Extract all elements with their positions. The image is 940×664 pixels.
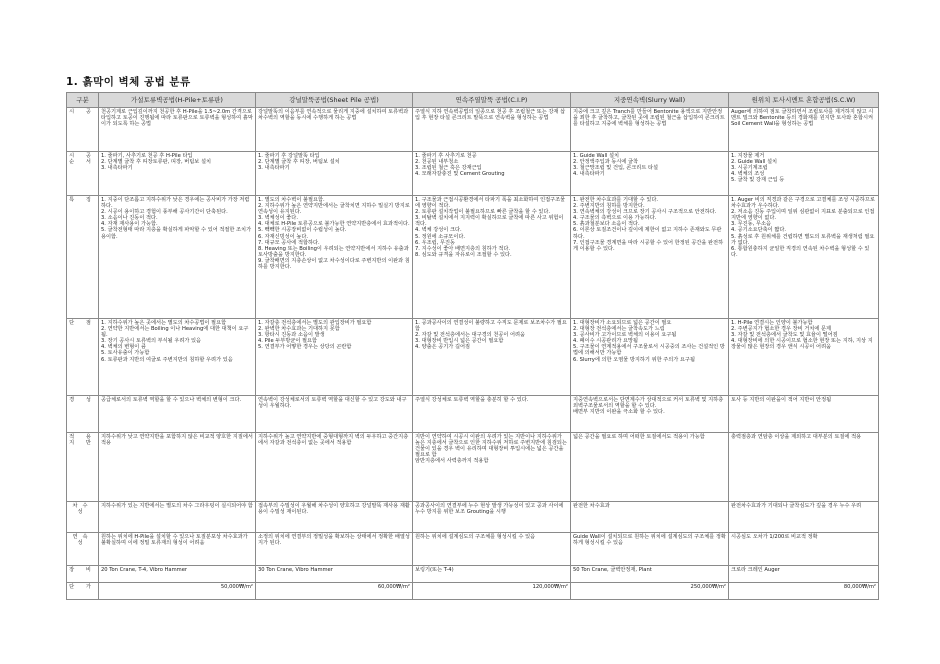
cell-line: 원하는 위치에 설계심도의 구조체를 형성시킬 수 있음 — [415, 534, 536, 540]
row-label-text: 특 징 — [69, 197, 96, 203]
cell-sequence-hpile — [99, 152, 256, 196]
cell-overview-slurry-wall — [571, 108, 729, 152]
cell-line: 9. 굴착배면의 지층손상이 없고 차수성이다로 주변지반의 이완과 침하를 방지한다. — [258, 257, 410, 271]
cell-line: 보링기(또는 T-4) — [415, 567, 454, 573]
row-label-text: 시 공 — [69, 109, 96, 115]
cell-line: 5. 토사유출이 가능함 — [101, 350, 150, 357]
cell-line: 6. 이론상 토질조건이나 깊이에 제한이 없고 지하수 존재와도 무관하다. — [573, 227, 722, 240]
header-corner: 구분 — [67, 93, 99, 108]
row-label-contin — [67, 533, 99, 566]
cell-econ-cip — [413, 396, 571, 433]
cell-line: 7. 대규모 공사에 적합하다. — [258, 239, 320, 246]
cell-line: 크로라 크레인 Auger — [731, 567, 780, 573]
cell-line: 3. 연속벽체의 강성이 크므로 장기 공사시 구조적으로 안전하다. — [573, 209, 717, 216]
cell-features-slurry-wall — [571, 196, 729, 319]
row-label-water — [67, 502, 99, 533]
row-label-overview — [67, 108, 99, 152]
cell-features-cip — [413, 196, 571, 319]
row-cons — [67, 319, 879, 396]
cell-line: 2. 연약한 지반에서는 Boiling 이나 Heaving에 대한 대책이 요구됨. — [101, 326, 249, 339]
row-water — [67, 502, 879, 533]
cell-line: 7. 지수성이 좋아 배면지층의 침하가 적다. — [415, 245, 511, 252]
cell-line: 3. 시공기계조립 — [731, 165, 768, 172]
cell-line: 50,000₩/m² — [220, 584, 253, 590]
cell-line: 2. 대형장 전석층에서는 굴착속도가 느림 — [573, 326, 665, 333]
cell-line: 3. 내측타파기 — [101, 165, 133, 172]
cell-line: 2. 천공된 내부청소 — [415, 159, 459, 166]
cell-line: 완전한 차수효과 — [573, 503, 610, 509]
cell-line: 4. 대형장비에 의한 시공이므로 협소한 현장 또는 지하, 지상 지장물이 많은 현장의 경우 앤식 시공이 어려움 — [731, 338, 873, 351]
cell-line: 넓은 공간을 필요로 하며 어떠한 토질에서도 적용이 가능함 — [573, 434, 705, 440]
cell-line: 1. 공과공사이의 연결성이 불량하고 수직도 문제로 보조차수가 필요함 — [415, 320, 567, 333]
cell-price-slurry-wall — [571, 583, 729, 600]
cell-line: 250,000₩/m² — [690, 584, 726, 590]
cell-features-hpile — [99, 196, 256, 319]
row-sequence — [67, 152, 879, 196]
cell-line: 원하는 위치에 H-Pile을 설치할 수 있으나 토질분포상 차수효과가 불확실하며 이에 정밀 토류재의 형성이 어려움 — [101, 534, 248, 547]
cell-line: 지중에 크고 깊은 Tranch를 만들어 Bentonite 용액으로 지반안정을 꾀한 후 굴착하고, 굴착된 곳에 조립된 철근을 삽입하여 콘크리트를 타설하고 지중에 벽체를 형성하는 공법 — [573, 109, 725, 128]
row-label-equip — [67, 566, 99, 583]
cell-sequence-cip — [413, 152, 571, 196]
cell-line: 천공기계로 근입깊이까지 천공한 후 H-Pile을 1.5~2.0m 간격으로 타입하고 토공이 진행됨에 따라 토류판으로 토류벽을 형성하여 흙막이가 되도록 하는 공법 — [101, 109, 253, 128]
cell-line: 4. 구조물의 측벽으로 이용 가능하다. — [573, 215, 657, 222]
cell-line: 3. 철근망조립 및 건입, 콘크리트 타설 — [573, 165, 658, 172]
cell-line: 2. Guide Wall 설치 — [731, 159, 778, 166]
cell-sequence-sheetpile — [256, 152, 413, 196]
cell-line: 주열식 강성체로 토류벽 역할을 충분히 할 수 있다. — [415, 397, 529, 403]
cell-applic-hpile — [99, 433, 256, 502]
cell-line: 3. 소음이나 진동이 적다. — [101, 215, 158, 222]
cell-applic-scw — [729, 433, 879, 502]
cell-line: 20 Ton Crane, T-4, Vibro Hammer — [101, 567, 188, 573]
cell-line: 토사 등 지반의 이완을이 적어 지반이 안정됨 — [731, 397, 832, 403]
cell-price-scw — [729, 583, 879, 600]
cell-features-scw — [729, 196, 879, 319]
cell-line: 4. 대체로 H-Pile 토류공으로 불가능한 연약지반층에서 효과적이다. — [258, 221, 410, 228]
cell-line: 5. 흙과철분보다 소음이 적다. — [573, 221, 640, 228]
cell-line: 4. 모래자갈충진 및 Cement Grouting — [415, 171, 505, 178]
cell-line: 60,000₩/m² — [377, 584, 410, 590]
cell-line: 5. 굴착 및 강재 근입 등 — [731, 177, 785, 184]
header-method-hpile: 가설토류벽공법(H-Pile+토류판) — [99, 93, 256, 108]
cell-line: 2. 완벽한 차수효과는 기대하지 못함 — [258, 326, 340, 333]
cell-overview-sheetpile — [256, 108, 413, 152]
cell-equip-scw — [729, 566, 879, 583]
cell-line: 접속부의 수밀성이 우월해 차수성이 양호하고 강널말뚝 재사용 재활용이 수밀성 재이된다. — [258, 503, 410, 516]
cell-cons-sheetpile — [256, 319, 413, 396]
cell-line: 2. 안정액주입과 동시에 굴착 — [573, 159, 639, 166]
cell-price-cip — [413, 583, 571, 600]
cell-line: 1. 완전한 차수효과를 기대할 수 있다. — [573, 197, 658, 203]
method-comparison-table — [66, 92, 879, 600]
cell-line: 7. 인접구조물 경계면을 따라 시공할 수 있어 한정된 공간을 완전하게 이용할 수 있다. — [573, 239, 724, 252]
cell-line: 6. 우조립, 무진동 — [415, 239, 455, 246]
row-overview — [67, 108, 879, 152]
cell-line: 지하수위가 있는 지반에서는 별도의 차수 그라우팅이 실시되어야 함 — [101, 503, 253, 509]
header-method-sheetpile: 강널말뚝공법(Sheet Pile 공법) — [256, 93, 413, 108]
cell-contin-scw — [729, 533, 879, 566]
cell-line: 1. 줄파기 후 사추기로 천공 — [415, 153, 477, 159]
row-label-applic — [67, 433, 99, 502]
cell-sequence-slurry-wall — [571, 152, 729, 196]
cell-line: 30 Ton Crane, Vibro Hammer — [258, 567, 333, 573]
cell-line: 3. 대형장비 반입시 넓은 공간이 필요함 — [415, 338, 504, 345]
cell-cons-cip — [413, 319, 571, 396]
row-label-text: 경 성 — [69, 397, 96, 403]
cell-cons-scw — [729, 319, 879, 396]
cell-overview-hpile — [99, 108, 256, 152]
table-body — [67, 108, 879, 600]
cell-line: 4. 폐이수 시공관리가 요망됨 — [573, 338, 639, 345]
cell-line: 1. 구조물과 근접시공환경에서 타파기 폭을 최소화하여 인접구조물에 영향이 적다. — [415, 197, 566, 210]
cell-applic-sheetpile — [256, 433, 413, 502]
cell-line: 배면부 지반의 이완을 극소화 할 수 있다. — [573, 409, 665, 416]
page-title: 1. 흙막이 벽체 공법 분류 — [66, 76, 191, 88]
cell-contin-hpile — [99, 533, 256, 566]
cell-water-scw — [729, 502, 879, 533]
cell-line: 5. 굴착전형태 따라 지층을 확실하게 파악할 수 있어 적절한 조치가 용이함. — [101, 227, 252, 240]
cell-line: 80,000₩/m² — [843, 584, 876, 590]
cell-overview-scw — [729, 108, 879, 152]
cell-econ-sheetpile — [256, 396, 413, 433]
row-price — [67, 583, 879, 600]
cell-line: 3. 비탈벽 설치에서 지지력이 확실하므로 굴착에 따른 사고 위험이 적다. — [415, 215, 564, 228]
cell-line: 2. 저소음 진동 주입이며 일위 심관없이 지표로 분출되므로 인접지반에 영향이 없다. — [731, 209, 875, 222]
header-row — [67, 93, 879, 108]
cell-equip-cip — [413, 566, 571, 583]
row-equip — [67, 566, 879, 583]
cell-line: 5. 빽빽한 시공장비없이 수립성이 높다. — [258, 227, 347, 234]
cell-line: 3. 장기 공사시 토류벽의 부식될 우려가 있음 — [101, 338, 202, 345]
cell-contin-cip — [413, 533, 571, 566]
header-method-slurry-wall: 지중연속벽(Slurry Wall) — [571, 93, 729, 108]
row-label-econ — [67, 396, 99, 433]
row-label-text: 차수성 — [72, 503, 93, 516]
cell-equip-hpile — [99, 566, 256, 583]
row-label-text: 단 점 — [69, 320, 96, 326]
cell-line: 공과공사이의 연결부에 누수 현상 발생 가능성이 있고 공과 사이에 누수 방지를 위한 보조 Grouting을 시행 — [415, 503, 564, 516]
row-label-text: 장 비 — [69, 567, 96, 573]
cell-line: 6. 자재신빙성이 높다. — [258, 233, 308, 240]
cell-line: 5. 구조물이 연계적용에서 구조물로서 시공중의 조사는 건설적인 방법에 의해서만 가능함 — [573, 344, 725, 357]
cell-line: 8. 심도와 규격을 자유로이 조절할 수 있다. — [415, 251, 512, 258]
cell-line: 지하수위가 높고 연약지반에 중형대형까지 벽의 두우하고 중간지층에서 자갈과 전석층이 없는 곳에서 적용함 — [258, 434, 409, 447]
cell-line: 2. 토류판 설치작업이 불필요하므로 빠른 굴착을 할 수 있다. — [415, 209, 551, 216]
cell-price-sheetpile — [256, 583, 413, 600]
cell-line: 지중연속벽으로서는 단면계수가 상대적으로 커서 토류벽 및 지하층 외벽구조물로서의 역할을 할 수 있다. — [573, 397, 724, 410]
cell-line: Guide Wall이 설치되므로 원하는 위치에 설계심도의 구조체를 정확하게 형성시킬 수 있음 — [573, 534, 726, 547]
cell-line: 6. Slurry에 의한 오염물 방지하기 위한 주의가 요구됨 — [573, 356, 695, 363]
cell-equip-slurry-wall — [571, 566, 729, 583]
header-method-cip: 연속주열말뚝 공법(C.I.P) — [413, 93, 571, 108]
cell-line: 완전차수효과가 기대되나 굴착심도가 깊을 경우 누수 우려 — [731, 503, 862, 509]
cell-line: 120,000₩/m² — [532, 584, 568, 590]
cell-line: 8. Heaving 또는 Boiling이 우려되는 연약지반에서 지하수 유출과 토사방출을 방지한다. — [258, 245, 409, 258]
cell-line: 4. Pile 두부방균이 필요함 — [258, 338, 318, 345]
row-label-text: 단 가 — [69, 584, 96, 590]
cell-line: 4. 벽체의 조성 — [731, 171, 765, 178]
cell-line: 1. 지장물 제거 — [731, 153, 765, 159]
cell-econ-scw — [729, 396, 879, 433]
cell-line: 4. 내측타파기 — [573, 171, 605, 178]
cell-line: 지반이 연약하여 시공시 이완의 우려가 있는 지반이나 지하수위가 높은 지층에서 굴착으로 인한 지하수위 저하로 주변지반에 침검되는 건물이 있을 경우 벽이 유리하며 대형장비 투입시에는 넓은 공간을 필요로 함 — [415, 434, 567, 459]
cell-line: 50 Ton Crane, 굴벽안정재, Plant — [573, 567, 652, 573]
header-method-scw: 원위치 토사시멘트 혼합공법(S.C.W) — [729, 93, 879, 108]
row-label-price — [67, 583, 99, 600]
cell-line: 암반지층에서 사력층까지 적용함 — [415, 458, 489, 465]
cell-line: 1. H-Pile 연결시는 인양이 불가능함 — [731, 320, 813, 326]
cell-features-sheetpile — [256, 196, 413, 319]
cell-line: 2. 주변공지가 협소한 경우 장비 거치에 문제 — [731, 326, 832, 333]
row-label-text: 연속성 — [72, 534, 93, 547]
row-contin — [67, 533, 879, 566]
cell-line: Auger에 의하여 점토 굴착하면서 조립토사를 제거하지 않고 시멘트 밀크와 Bentonite 등의 경화재를 원지반 토사와 혼합시켜 Soil Cement Wall을 형성하는 공법 — [731, 109, 874, 128]
cell-line: 5. 정원에 소규모이다. — [415, 233, 465, 240]
cell-line: 1. 별도의 차수벽이 불필요함. — [258, 197, 325, 203]
cell-econ-hpile — [99, 396, 256, 433]
cell-line: 공급체로서의 토류벽 역할을 할 수 있으나 벽체의 변형이 크다. — [101, 397, 242, 403]
row-label-text: 시 공 순 서 — [69, 153, 96, 166]
cell-line: 3. 벽체성이 좋다. — [258, 215, 298, 222]
cell-cons-hpile — [99, 319, 256, 396]
cell-contin-slurry-wall — [571, 533, 729, 566]
cell-line: 1. 줄파기 후 강널말뚝 타입 — [258, 153, 320, 159]
cell-line: 1. Guide Wall 설치 — [573, 153, 620, 159]
cell-econ-slurry-wall — [571, 396, 729, 433]
row-label-sequence — [67, 152, 99, 196]
cell-line: 4. 벽체 강성이 크다. — [415, 227, 462, 234]
cell-line: 2. 단계별 굴착 후 띠장토류판, 띠장, 버팀보 설치 — [101, 159, 211, 166]
row-label-cons — [67, 319, 99, 396]
cell-line: 주열식 지하 연속벽공법의 일종으로 천공 후 조립철근 또는 강재 삽입 후 현장 타설 콘크리트 말뚝으로 연속벽을 형성하는 공법 — [415, 109, 566, 122]
cell-price-hpile — [99, 583, 256, 600]
row-applic — [67, 433, 879, 502]
cell-cons-slurry-wall — [571, 319, 729, 396]
cell-contin-sheetpile — [256, 533, 413, 566]
cell-line: 3. 공사비가 고가이므로 벽체의 이용이 요구됨 — [573, 332, 677, 339]
cell-line: 2. 자갈 및 전석층에서는 대구경의 천공이 어려움 — [415, 332, 526, 339]
cell-line: 4. 공기소요단축이 짧다. — [731, 227, 786, 234]
row-label-features — [67, 196, 99, 319]
cell-line: 3. 무진동, 무소음 — [731, 221, 771, 228]
cell-line: 2. 시공이 용이하고 경험이 풍부해 공사기간이 단축된다. — [101, 209, 228, 216]
cell-applic-cip — [413, 433, 571, 502]
cell-line: 4. 자재 재사용이 가능함. — [101, 221, 158, 228]
cell-line: 1. 지하수위가 높은 곳에서는 별도의 차수공법이 필요함 — [101, 320, 227, 326]
cell-line: 2. 지하수위가 높은 연약지반에서는 굴착치면 지하수 밀실기 방지로 연속성이 유지된다. — [258, 203, 410, 216]
row-econ — [67, 396, 879, 433]
cell-applic-slurry-wall — [571, 433, 729, 502]
cell-line: 4. 양출은 공기가 길어짐 — [415, 344, 470, 351]
cell-line: 1. 자갈층 전석층에서는 별도의 관입장비가 필요함 — [258, 320, 372, 326]
cell-overview-cip — [413, 108, 571, 152]
cell-water-slurry-wall — [571, 502, 729, 533]
row-features — [67, 196, 879, 319]
cell-water-sheetpile — [256, 502, 413, 533]
cell-line: 1. Auger 비의 직경과 같은 구경으로 고결체를 조성 시공하므로 차수효과가 우수하다. — [731, 197, 875, 210]
cell-line: 5. 흙성로 후 원위체를 건립하면 별도의 토류벽을 재생처럼 필요가 없다. — [731, 233, 875, 246]
cell-line: 지하수위가 낮고 연약지반을 포함하지 않은 비교적 양호한 지질에서 적용 — [101, 434, 253, 447]
cell-line: 1. 지중이 단조롭고 지하수위가 낮은 경우에는 공사비가 가장 저렴하다. — [101, 197, 250, 210]
cell-line: 3. 내측타파기 — [258, 165, 290, 172]
cell-line: 3. 조립된 철근 혹은 강재근입 — [415, 165, 482, 172]
cell-sequence-scw — [729, 152, 879, 196]
cell-line: 3. 자갈 및 전석층에서 굴착도 및 효율이 떨어짐 — [731, 332, 838, 339]
cell-line: 4. 벽체의 변형이 큼 — [101, 344, 146, 351]
cell-line: 6. 통합원충하지 균일한 직경의 연속된 차수벽을 형성할 수 있다. — [731, 245, 870, 258]
row-label-text: 적 용 지 반 — [69, 434, 96, 447]
cell-line: 연속벽이 강성체로서의 토류벽 역할을 대신할 수 있고 강도와 내구성이 우월하다. — [258, 397, 407, 410]
cell-equip-sheetpile — [256, 566, 413, 583]
cell-line: 2. 단계별 굴착 후 띠장, 버팀보 설치 — [258, 159, 340, 166]
cell-line: 5. 연결부가 어떻한 경우는 상당의 곤란함 — [258, 344, 352, 351]
cell-line: 시공심도 오차가 1/200로 비교적 정확 — [731, 534, 818, 540]
cell-water-cip — [413, 502, 571, 533]
cell-line: 강널말뚝의 이음부를 연속적으로 물리게 지중에 설치하여 토류벽과 차수벽의 역할을 동시에 수행하게 하는 공법 — [258, 109, 409, 122]
cell-line: 6. 토류판과 지반의 여굴로 주변지반의 침하할 우려가 있음 — [101, 356, 233, 363]
cell-line: 3. 항타시 진동과 소음이 발생 — [258, 332, 325, 339]
cell-line: 1. 대형장비가 소요되므로 넓은 공간이 필요 — [573, 320, 672, 326]
cell-water-hpile — [99, 502, 256, 533]
cell-line: 소정의 위치에 연결부의 정밀성을 확보하는 상태에서 정확한 배열성지가 된다. — [258, 534, 410, 547]
cell-line: 1. 줄파기, 사추기로 천공 후 H-Pile 타입 — [101, 153, 193, 159]
cell-line: 충력점층과 연암층 이상을 제외하고 대부분의 토질에 적용 — [731, 434, 862, 440]
cell-line: 2. 주변지반의 침하를 방지한다. — [573, 203, 645, 210]
